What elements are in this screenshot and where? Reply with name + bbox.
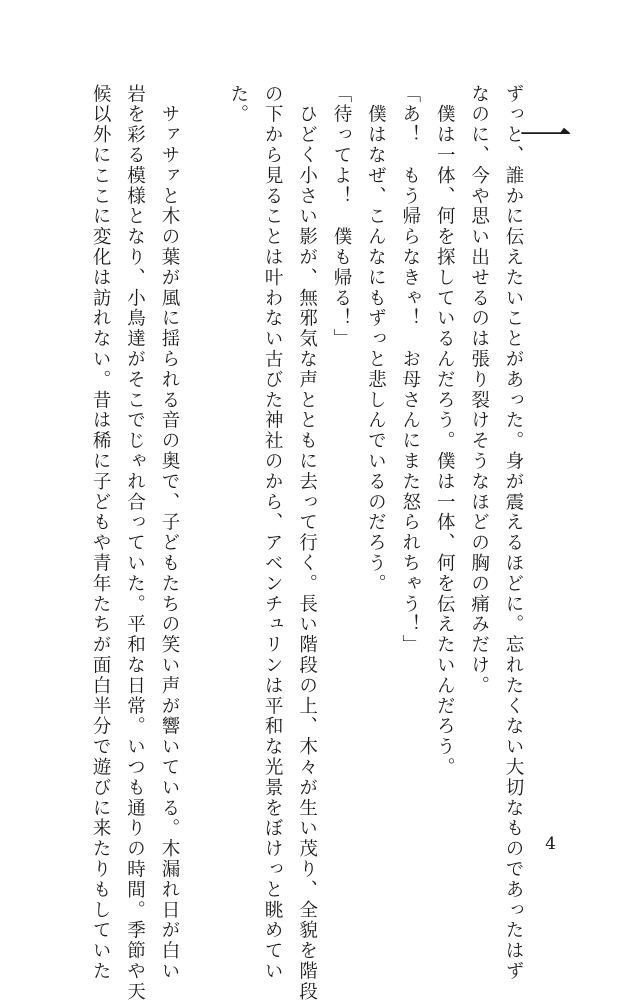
text-line-8: の下から見ることは叶わない古びた神社のから、アベンチュリンは平和な光景をぼけっと眺めてい: [262, 84, 284, 982]
page-number: 4: [545, 834, 556, 854]
body-text: [83, 84, 530, 1002]
text-line-10: サァサァと木の葉が風に揺られる音の奥で、子どもたちの笑い声が響いている。木漏れ日が白い: [158, 84, 180, 982]
text-line-1: ずっと、誰かに伝えたいことがあった。身が震えるほどに。忘れたくない大切なものであったはず: [503, 84, 524, 982]
text-line-9: た。: [227, 84, 249, 125]
text-line-11: 岩を彩る模様となり、小鳥達がそこでじゃれ合っていた。平和な日常。いつも通りの時間。季節や天: [124, 84, 146, 1002]
text-line-2: なのに、今や思い出せるのは張り裂けそうなほどの胸の痛みだけ。: [468, 84, 490, 696]
text-line-3: 僕は一体、何を探しているんだろう。僕は一体、何を伝えたいんだろう。: [434, 84, 456, 778]
text-line-4: 「あ！ もう帰らなきゃ！ お母さんにまた怒られちゃう！」: [399, 84, 421, 656]
text-line-5: 僕はなぜ、こんなにもずっと悲しんでいるのだろう。: [365, 84, 387, 594]
paragraph-gap: [186, 84, 220, 804]
text-line-6: 「待ってよ！ 僕も帰る！」: [330, 84, 352, 350]
text-line-12: 候以外にここに変化は訪れない。昔は稀に子どもや青年たちが面白半分で遊びに来たりもしていた: [90, 84, 112, 982]
chapter-number: 一: [510, 108, 573, 162]
text-line-7: ひどく小さい影が、無邪気な声とともに去って行く。長い階段の上、木々が生い茂り、全貌を階段: [296, 84, 318, 1002]
